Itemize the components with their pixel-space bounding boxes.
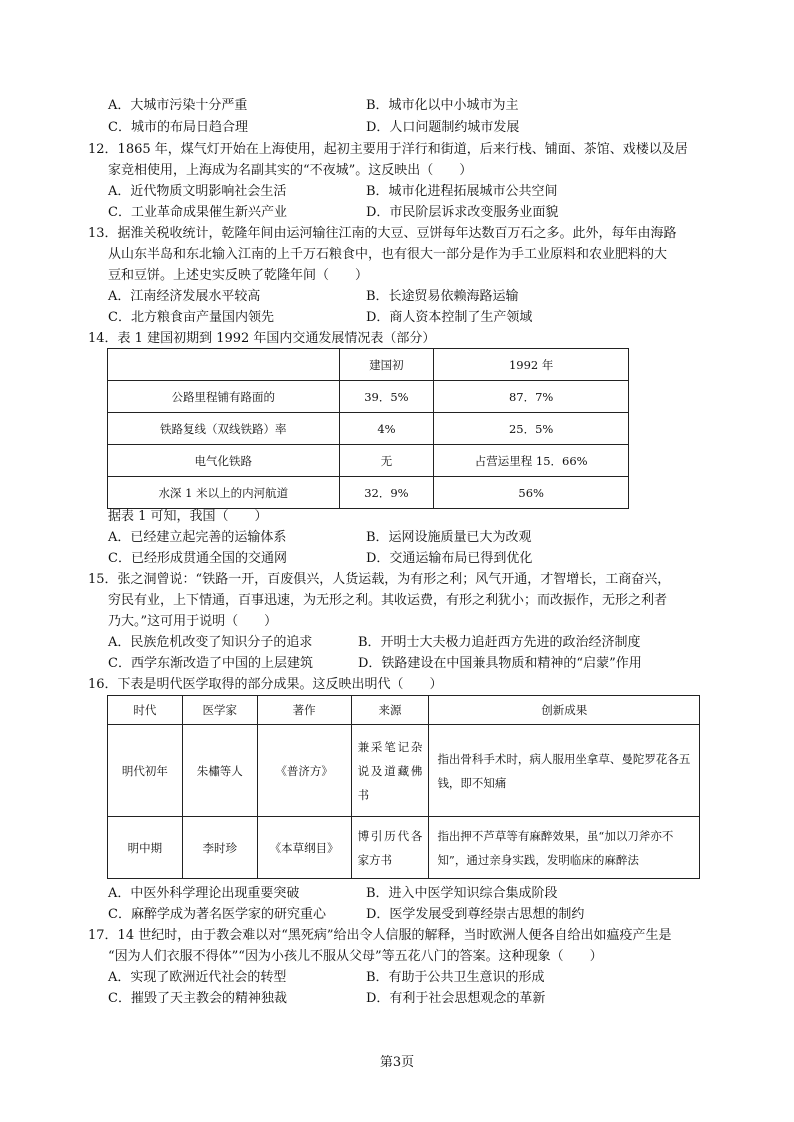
q17-option-b: B．有助于公共卫生意识的形成 xyxy=(366,970,545,985)
q12-option-b: B．城市化进程拓展城市公共空间 xyxy=(366,184,558,199)
table-cell: 56% xyxy=(434,477,629,509)
table-cell: 占营运里程 15．66% xyxy=(434,445,629,477)
q12-option-a: A．近代物质文明影响社会生活 xyxy=(108,184,287,199)
q17-option-d: D．有利于社会思想观念的革新 xyxy=(366,991,546,1006)
table-cell: 李时珍 xyxy=(182,817,257,879)
q13-stem-line2: 从山东半岛和东北输入江南的上千万石粮食中，也有很大一部分是作为手工业原料和农业肥料的大 xyxy=(108,247,668,262)
table-row xyxy=(108,381,629,413)
q15-option-b: B．开明士大夫极力追赶西方先进的政治经济制度 xyxy=(358,635,641,650)
q11-option-b: B．城市化以中小城市为主 xyxy=(366,98,519,113)
q17-stem-line1: 17．14 世纪时，由于教会难以对“黑死病”给出令人信服的解释，当时欧洲人便各自给出如瘟疫产生是 xyxy=(88,928,672,943)
table-row xyxy=(108,413,629,445)
table-row xyxy=(108,725,700,817)
q13-option-d: D．商人资本控制了生产领域 xyxy=(366,310,533,325)
q13-option-b: B．长途贸易依赖海路运输 xyxy=(366,289,519,304)
q14-header-cell xyxy=(108,349,340,381)
q11-option-a: A．大城市污染十分严重 xyxy=(108,98,248,113)
table-cell: 87．7% xyxy=(434,381,629,413)
q16-header-cell: 医学家 xyxy=(182,696,257,725)
q15-stem-line1: 15．张之洞曾说：“铁路一开，百废俱兴，人货运载，为有形之利；风气开通，才智增长，工商奋兴， xyxy=(88,572,671,587)
q15-option-a: A．民族危机改变了知识分子的追求 xyxy=(108,635,313,650)
q14-header-cell: 建国初 xyxy=(339,349,434,381)
q15-option-c: C．西学东渐改造了中国的上层建筑 xyxy=(108,656,313,671)
table-cell: 指出押不芦草等有麻醉效果，虽“加以刀斧亦不知”，通过亲身实践，发明临床的麻醉法 xyxy=(429,817,700,879)
q16-header-cell: 著作 xyxy=(257,696,351,725)
q16-option-b: B．进入中医学知识综合集成阶段 xyxy=(366,886,558,901)
q17-option-c: C．摧毁了天主教会的精神独裁 xyxy=(108,991,287,1006)
q16-option-a: A．中医外科学理论出现重要突破 xyxy=(108,886,300,901)
table-cell: 水深 1 米以上的内河航道 xyxy=(108,477,340,509)
q16-table-header-row xyxy=(108,696,700,725)
q13-stem-line1: 13．据淮关税收统计，乾隆年间由运河输往江南的大豆、豆饼每年达数百万石之多。此外，每年由海路 xyxy=(88,226,677,241)
q13-option-a: A．江南经济发展水平较高 xyxy=(108,289,261,304)
q12-stem-line2: 家竞相使用，上海成为名副其实的“不夜城”。这反映出（ ） xyxy=(108,163,473,178)
q16-header-cell: 来源 xyxy=(351,696,429,725)
q14-option-c: C．已经形成贯通全国的交通网 xyxy=(108,551,287,566)
q14-header-cell: 1992 年 xyxy=(434,349,629,381)
table-cell: 明中期 xyxy=(108,817,183,879)
table-cell: 明代初年 xyxy=(108,725,183,817)
q16-table xyxy=(107,695,700,879)
q14-option-d: D．交通运输布局已得到优化 xyxy=(366,551,533,566)
q14-table-header-row xyxy=(108,349,629,381)
table-cell: 博引历代各家方书 xyxy=(351,817,429,879)
q12-option-d: D．市民阶层诉求改变服务业面貌 xyxy=(366,205,559,220)
q17-stem-line2: “因为人们衣服不得体”“因为小孩儿不服从父母”等五花八门的答案。这种现象（ ） xyxy=(108,949,603,964)
q14-table xyxy=(107,348,629,509)
q11-option-c: C．城市的布局日趋合理 xyxy=(108,120,248,135)
table-cell: 电气化铁路 xyxy=(108,445,340,477)
table-cell: 铁路复线（双线铁路）率 xyxy=(108,413,340,445)
table-cell: 32．9% xyxy=(339,477,434,509)
q11-option-d: D．人口问题制约城市发展 xyxy=(366,120,520,135)
q17-option-a: A．实现了欧洲近代社会的转型 xyxy=(108,970,287,985)
q13-stem-line3: 豆和豆饼。上述史实反映了乾隆年间（ ） xyxy=(108,268,369,283)
table-cell: 25．5% xyxy=(434,413,629,445)
q16-option-d: D．医学发展受到尊经崇古思想的制约 xyxy=(366,907,585,922)
q16-header-cell: 时代 xyxy=(108,696,183,725)
q16-option-c: C．麻醉学成为著名医学家的研究重心 xyxy=(108,907,326,922)
table-row xyxy=(108,477,629,509)
q15-stem-line2: 穷民有业，上下情通，百事迅速，为无形之利。其收运费，有形之利犹小；而改振作，无形之利者 xyxy=(108,593,668,608)
table-row xyxy=(108,817,700,879)
table-cell: 朱橚等人 xyxy=(182,725,257,817)
q12-stem-line1: 12．1865 年，煤气灯开始在上海使用，起初主要用于洋行和街道，后来行栈、铺面、茶馆、戏楼以及居 xyxy=(88,142,688,157)
page-number: 第3页 xyxy=(379,1055,415,1070)
table-cell: 无 xyxy=(339,445,434,477)
table-cell: 《本草纲目》 xyxy=(257,817,351,879)
table-row xyxy=(108,445,629,477)
q16-title: 16．下表是明代医学取得的部分成果。这反映出明代（ ） xyxy=(88,677,443,692)
q14-stem: 据表 1 可知，我国（ ） xyxy=(108,509,268,524)
table-cell: 《普济方》 xyxy=(257,725,351,817)
q12-option-c: C．工业革命成果催生新兴产业 xyxy=(108,205,287,220)
table-cell: 兼采笔记杂说及道藏佛书 xyxy=(351,725,429,817)
table-cell: 4% xyxy=(339,413,434,445)
table-cell: 指出骨科手术时，病人服用坐拿草、曼陀罗花各五钱，即不知痛 xyxy=(429,725,700,817)
q15-stem-line3: 乃大。”这可用于说明（ ） xyxy=(108,614,278,629)
q15-option-d: D．铁路建设在中国兼具物质和精神的“启蒙”作用 xyxy=(358,656,642,671)
q14-option-b: B．运网设施质量已大为改观 xyxy=(366,530,532,545)
q13-option-c: C．北方粮食亩产量国内领先 xyxy=(108,310,274,325)
q14-title: 14．表 1 建国初期到 1992 年国内交通发展情况表（部分） xyxy=(88,331,436,346)
q14-option-a: A．已经建立起完善的运输体系 xyxy=(108,530,287,545)
table-cell: 39．5% xyxy=(339,381,434,413)
q16-header-cell: 创新成果 xyxy=(429,696,700,725)
table-cell: 公路里程铺有路面的 xyxy=(108,381,340,413)
